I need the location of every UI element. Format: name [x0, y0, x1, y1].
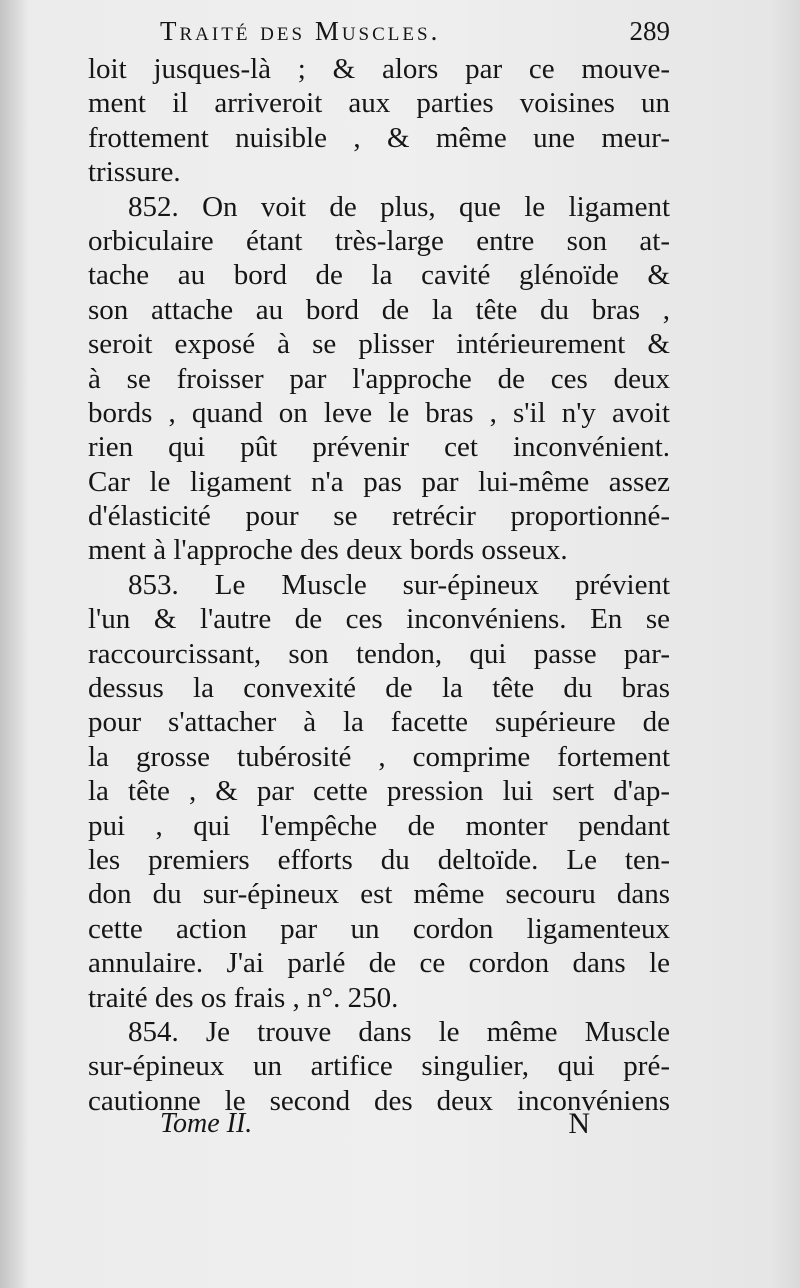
text-line: trissure.: [88, 156, 181, 189]
text-line: orbiculaire étant très-large entre son at-: [88, 224, 670, 257]
signature-mark: N: [568, 1107, 590, 1140]
text-line: les premiers efforts du deltoïde. Le ten-: [88, 843, 670, 876]
text-line: l'un & l'autre de ces inconvéniens. En se: [88, 603, 670, 636]
text-line: annulaire. J'ai parlé de ce cordon dans le: [88, 947, 670, 980]
text-line: seroit exposé à se plisser intérieurement &: [88, 328, 670, 361]
text-line: frottement nuisible , & même une meur-: [88, 121, 670, 154]
text-line: bords , quand on leve le bras , s'il n'y avoit: [88, 396, 670, 429]
text-line: la tête , & par cette pression lui sert d'ap-: [88, 775, 670, 808]
page-header: [160, 14, 670, 48]
text-line: cautionne le second des deux inconvéniens: [88, 1084, 670, 1117]
text-line: dessus la convexité de la tête du bras: [88, 672, 670, 705]
binding-shadow: [0, 0, 28, 1288]
text-line: raccourcissant, son tendon, qui passe par-: [88, 637, 670, 670]
paragraph-852-start: 852. On voit de plus, que le ligament: [128, 190, 670, 223]
page-footer: [160, 1106, 590, 1146]
text-line: son attache au bord de la tête du bras ,: [88, 293, 670, 326]
text-line: d'élasticité pour se retrécir proportionné-: [88, 500, 670, 533]
text-line: ment à l'approche des deux bords osseux.: [88, 534, 568, 567]
text-line: pui , qui l'empêche de monter pendant: [88, 809, 670, 842]
body-text: [88, 52, 670, 1118]
paragraph-854-start: 854. Je trouve dans le même Muscle: [128, 1015, 670, 1048]
volume-mark: Tome II.: [160, 1108, 253, 1139]
text-line: tache au bord de la cavité glénoïde &: [88, 259, 670, 292]
text-line: ment il arriveroit aux parties voisines un: [88, 87, 670, 120]
text-line: à se froisser par l'approche de ces deux: [88, 362, 670, 395]
text-line: rien qui pût prévenir cet inconvénient.: [88, 431, 670, 464]
text-line: pour s'attacher à la facette supérieure de: [88, 706, 670, 739]
paragraph-853-start: 853. Le Muscle sur-épineux prévient: [128, 568, 670, 601]
page-number: 289: [629, 16, 670, 46]
text-line: Car le ligament n'a pas par lui-même assez: [88, 465, 670, 498]
text-line: don du sur-épineux est même secouru dans: [88, 878, 670, 911]
text-line: sur-épineux un artifice singulier, qui pré-: [88, 1050, 670, 1083]
text-line: loit jusques-là ; & alors par ce mouve-: [88, 53, 670, 85]
running-title: Traité des Muscles.: [160, 16, 441, 46]
text-line: traité des os frais , n°. 250.: [88, 981, 399, 1014]
text-line: cette action par un cordon ligamenteux: [88, 912, 670, 945]
text-line: la grosse tubérosité , comprime fortement: [88, 740, 670, 773]
